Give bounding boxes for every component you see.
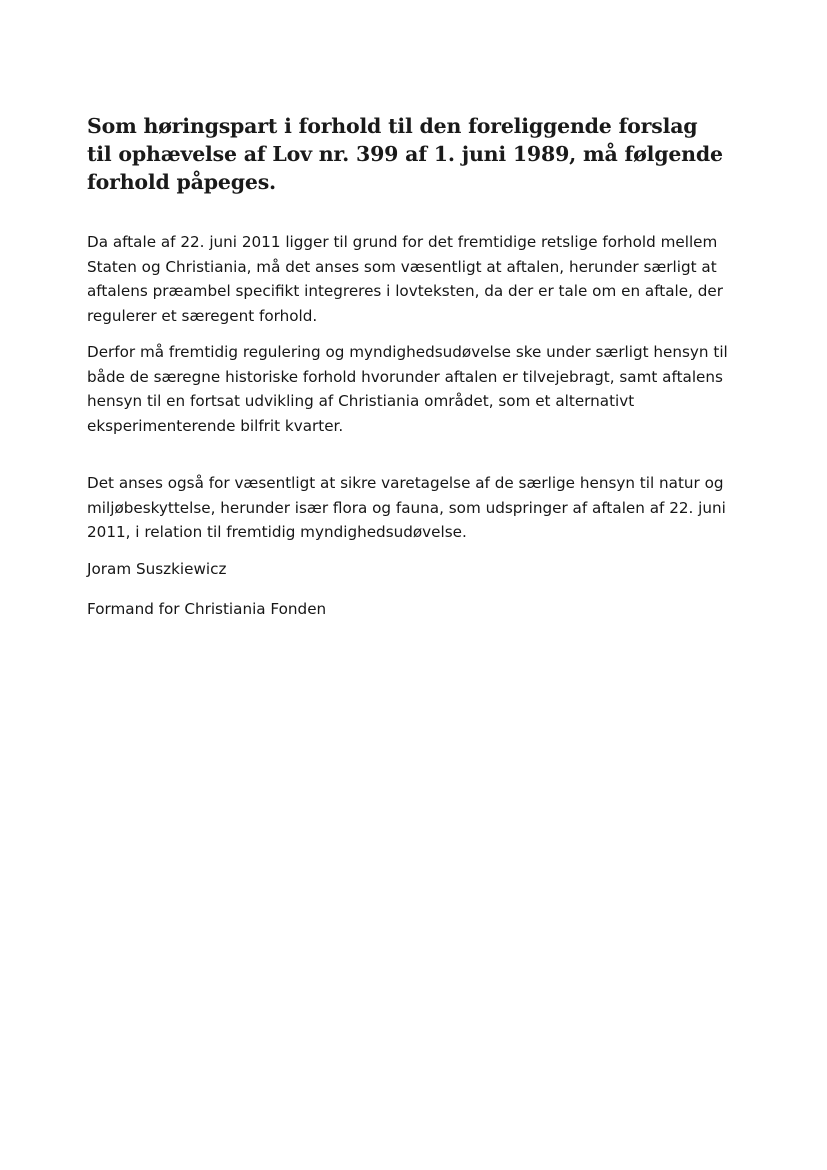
- signature-title: Formand for Christiania Fonden: [87, 600, 327, 618]
- signature-name: Joram Suszkiewicz: [87, 560, 227, 578]
- document-heading: Som høringspart i forhold til den foreliggende forslag til ophævelse af Lov nr. 399 af 1. juni 1989, må følgende forhold påpeges.: [87, 114, 723, 194]
- paragraph-regulation: Derfor må fremtidig regulering og myndighedsudøvelse ske under særligt hensyn til både de særegne historiske forhold hvorunder aftalen er tilvejebragt, samt aftalens hensyn til en fortsat udvikling af Christiania området, som et alternativt eksperimenterende bilfrit kvarter.: [87, 343, 728, 435]
- paragraph-agreement: Da aftale af 22. juni 2011 ligger til grund for det fremtidige retslige forhold mellem Staten og Christiania, må det anses som væsentligt at aftalen, herunder særligt at aftalens præambel specifikt integreres i lovteksten, da der er tale om en aftale, der regulerer et særegent forhold.: [87, 233, 723, 325]
- paragraph-nature-protection: Det anses også for væsentligt at sikre varetagelse af de særlige hensyn til natur og miljøbeskyttelse, herunder især flora og fauna, som udspringer af aftalen af 22. juni 2011, i relation til fremtidig myndighedsudøvelse.: [87, 474, 726, 541]
